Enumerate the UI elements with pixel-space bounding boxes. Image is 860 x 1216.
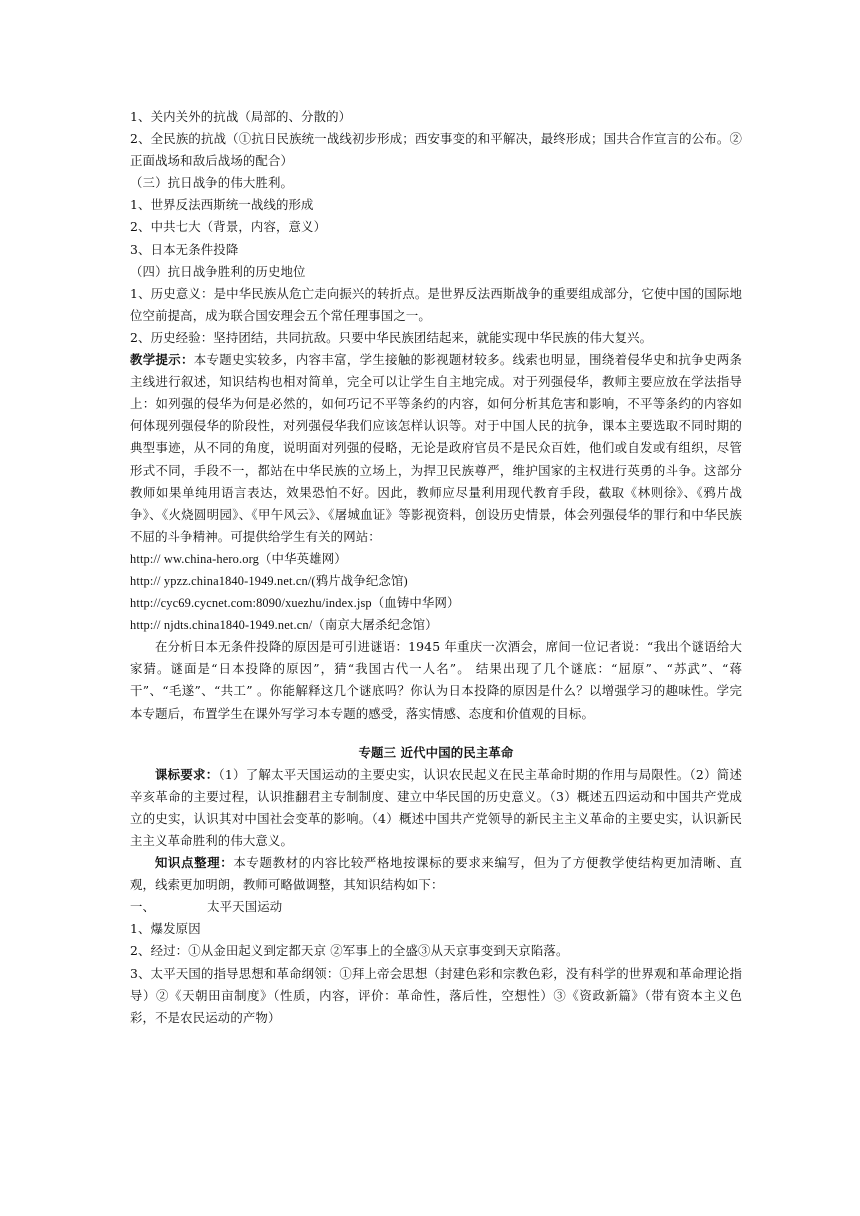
teaching-tip-label: 教学提示：	[130, 352, 194, 368]
curriculum-label: 课标要求：	[155, 766, 219, 782]
knowledge-label: 知识点整理：	[155, 855, 234, 871]
link-cycnet[interactable]: http://cyc69.cycnet.com:8090/xuezhu/index.jsp（血铸中华网）	[130, 596, 460, 611]
line-1: 1、关内关外的抗战（局部的、分散的）	[130, 109, 352, 124]
teaching-tip-paragraph	[130, 349, 742, 548]
teaching-tip-text: 本专题史实较多，内容丰富，学生接触的影视题材较多。线索也明显，围绕着侵华史和抗争史两条主线进行叙述，知识结构也相对简单，完全可以让学生自主地完成。对于列强侵华，教师主要应放在学法指导上：如列强的侵华为何是必然的，如何巧记不平等条约的内容，如何分析其危害和影响，不平等条约的内容如何体现列强侵华的阶段性，对列强侵华我们应该怎样认识等。对于中国人民的抗争，课本主要选取不同时期的典型事迹，从不同的角度，说明面对列强的侵略，无论是政府官员不是民众百姓，他们或自发或有组织，尽管形式不同，手段不一，都站在中华民族的立场上，为捍卫民族尊严，维护国家的主权进行英勇的斗争。这部分教师如果单纯用语言表达，效果恐怕不好。因此，教师应尽量利用现代教育手段，截取《林则徐》、《鸦片战争》、《火烧圆明园》、《甲午风云》、《屠城血证》等影视资料，创设历史情景，体会列强侵华的罪行和中华民族不屈的斗争精神。可提供给学生有关的网站：	[130, 352, 743, 544]
outline-heading-text: 太平天国运动	[207, 899, 283, 915]
line-4: 1、世界反法西斯统一战线的形成	[130, 197, 314, 213]
curriculum-paragraph	[130, 764, 742, 852]
link-nanjing-memorial[interactable]: http:// njdts.china1840-1949.net.cn/（南京大屠杀纪念馆）	[130, 618, 438, 633]
link-opium-war-museum[interactable]: http:// ypzz.china1840-1949.net.cn/(鸦片战争纪念馆)	[130, 573, 408, 588]
line-7: （四）抗日战争胜利的历史地位	[130, 263, 306, 279]
link-china-hero[interactable]: http:// ww.china-hero.org（中华英雄网）	[130, 551, 347, 566]
line-6: 3、日本无条件投降	[130, 241, 239, 257]
knowledge-paragraph	[130, 852, 742, 896]
section-title: 专题三 近代中国的民主革命	[358, 744, 514, 760]
document-page	[130, 106, 742, 1029]
outline-item-1: 1、爆发原因	[130, 921, 201, 937]
outline-heading-number: 一、	[130, 899, 156, 915]
riddle-paragraph: 在分析日本无条件投降的原因是可引进谜语：1945 年重庆一次酒会，席间一位记者说：“我出个谜语给大家猜。谜面是“日本投降的原因”，猜“我国古代一人名”。 结果出现了几个谜底：“屈原”、“苏武”、“蒋干”、“毛遂”、“共工” 。你能解释这几个谜底吗？你认为日本投降的原因是什么？以增强学习的趣味性。学完本专题后，布置学生在课外写学习本专题的感受，落实情感、态度和价值观的目标。	[130, 639, 742, 721]
outline-item-2: 2、经过：①从金田起义到定都天京 ②军事上的全盛③从天京事变到天京陷落。	[130, 943, 569, 959]
line-8: 1、历史意义：是中华民族从危亡走向振兴的转折点。是世界反法西斯战争的重要组成部分，它使中国的国际地位空前提高，成为联合国安理会五个常任理事国之一。	[130, 285, 742, 323]
line-9: 2、历史经验：坚持团结，共同抗敌。只要中华民族团结起来，就能实现中华民族的伟大复兴。	[130, 329, 653, 345]
line-5: 2、中共七大（背景，内容，意义）	[130, 219, 327, 235]
curriculum-text: （1）了解太平天国运动的主要史实，认识农民起义在民主革命时期的作用与局限性。（2）简述辛亥革命的主要过程，认识推翻君主专制制度、建立中华民国的历史意义。（3）概述五四运动和中国共产党成立的史实，认识其对中国社会变革的影响。（4）概述中国共产党领导的新民主主义革命的主要史实，认识新民主主义革命胜利的伟大意义。	[130, 766, 742, 848]
outline-heading	[130, 896, 742, 918]
line-3: （三）抗日战争的伟大胜利。	[130, 175, 294, 191]
line-2: 2、全民族的抗战（①抗日民族统一战线初步形成；西安事变的和平解决，最终形成；国共合作宣言的公布。②正面战场和敌后战场的配合）	[130, 131, 742, 169]
outline-item-3: 3、太平天国的指导思想和革命纲领：①拜上帝会思想（封建色彩和宗教色彩，没有科学的世界观和革命理论指导）②《天朝田亩制度》（性质，内容，评价：革命性，落后性，空想性）③《资政新篇》（带有资本主义色彩，不是农民运动的产物）	[130, 965, 742, 1025]
knowledge-text: 本专题教材的内容比较严格地按课标的要求来编写，但为了方便教学使结构更加清晰、直观，线索更加明朗，教师可略做调整，其知识结构如下：	[130, 855, 742, 893]
